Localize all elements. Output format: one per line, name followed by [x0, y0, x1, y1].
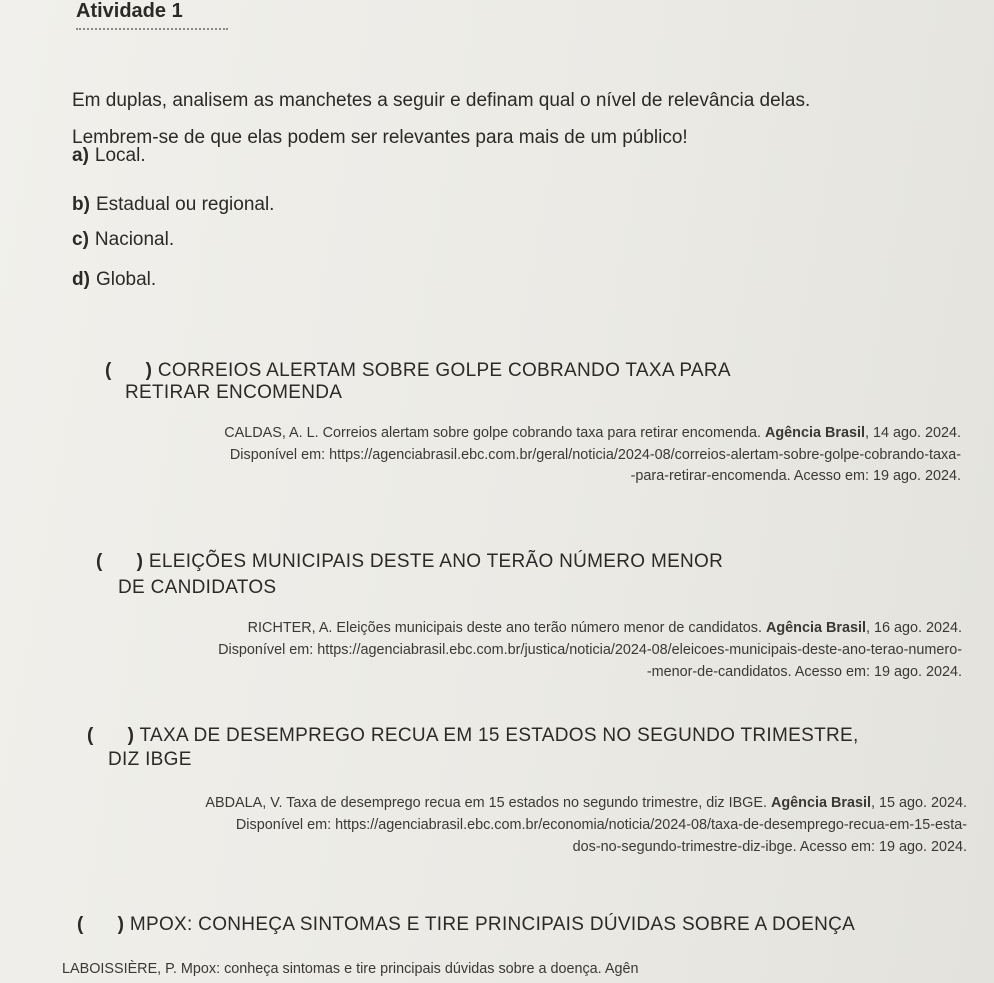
- citation-source: Agência Brasil: [764, 425, 865, 441]
- instructions-line-2: Lembrem-se de que elas podem ser relevantes para mais de um público!: [72, 127, 688, 148]
- option-letter: b): [72, 194, 90, 215]
- citation-source: Agência Brasil: [770, 795, 871, 811]
- citation-1-access: -para-retirar-encomenda. Acesso em: 19 ago. 2024.: [630, 468, 961, 484]
- answer-open-paren: (: [77, 914, 84, 935]
- headline-text: MPOX: CONHEÇA SINTOMAS E TIRE PRINCIPAIS DÚVIDAS SOBRE A DOENÇA: [129, 914, 856, 935]
- option-letter: d): [72, 269, 90, 290]
- option-text: Global.: [95, 269, 157, 290]
- answer-close-paren: ): [117, 914, 125, 935]
- citation-date: , 15 ago. 2024.: [870, 795, 967, 811]
- citation-3-access: dos-no-segundo-trimestre-diz-ibge. Acesso em: 19 ago. 2024.: [572, 839, 967, 855]
- option-letter: a): [72, 145, 89, 166]
- citation-text: CALDAS, A. L. Correios alertam sobre golpe cobrando taxa para retirar encomenda.: [224, 425, 761, 441]
- headline-2: [96, 549, 723, 574]
- option-c: [72, 229, 174, 251]
- option-text: Estadual ou regional.: [95, 194, 275, 215]
- option-d: [72, 269, 156, 291]
- answer-close-paren: ): [145, 360, 153, 381]
- citation-2-access: -menor-de-candidatos. Acesso em: 19 ago. 2024.: [646, 664, 962, 680]
- headline-text: CORREIOS ALERTAM SOBRE GOLPE COBRANDO TAXA PARA: [157, 360, 731, 381]
- citation-text: RICHTER, A. Eleições municipais deste ano terão número menor de candidatos.: [247, 620, 762, 636]
- headline-2-line-2: DE CANDIDATOS: [118, 577, 277, 598]
- answer-open-paren: (: [87, 725, 94, 746]
- citation-1-url: Disponível em: https://agenciabrasil.ebc.com.br/geral/noticia/2024-08/correios-alertam-sobre-golpe-cobrando-taxa-: [229, 447, 961, 463]
- option-letter: c): [72, 229, 89, 250]
- citation-2-url: Disponível em: https://agenciabrasil.ebc.com.br/justica/noticia/2024-08/eleicoes-municipais-deste-ano-terao-numero-: [218, 642, 962, 658]
- option-b: [72, 194, 274, 216]
- instructions-line-1: Em duplas, analisem as manchetes a seguir e definam qual o nível de relevância delas.: [72, 90, 811, 111]
- headline-4: [77, 912, 855, 937]
- headline-1-line-2: RETIRAR ENCOMENDA: [125, 382, 343, 403]
- headline-text: TAXA DE DESEMPREGO RECUA EM 15 ESTADOS NO SEGUNDO TRIMESTRE,: [139, 725, 859, 746]
- citation-date: , 16 ago. 2024.: [865, 620, 962, 636]
- activity-title: Atividade 1: [76, 0, 228, 30]
- option-a: [72, 145, 146, 167]
- citation-text: ABDALA, V. Taxa de desemprego recua em 15 estados no segundo trimestre, diz IBGE.: [205, 795, 767, 811]
- citation-1: [224, 424, 961, 443]
- option-text: Local.: [94, 145, 146, 166]
- answer-open-paren: (: [105, 360, 112, 381]
- answer-open-paren: (: [96, 551, 103, 572]
- headline-3: [87, 723, 859, 748]
- option-text: Nacional.: [94, 229, 175, 250]
- headline-3-line-2: DIZ IBGE: [108, 749, 192, 770]
- answer-close-paren: ): [127, 725, 135, 746]
- citation-2: [248, 619, 962, 638]
- citation-date: , 14 ago. 2024.: [864, 425, 961, 441]
- citation-3: [205, 794, 967, 813]
- citation-3-url: Disponível em: https://agenciabrasil.ebc.com.br/economia/noticia/2024-08/taxa-de-desemprego-recua-em-15-esta-: [235, 817, 967, 833]
- citation-source: Agência Brasil: [765, 620, 866, 636]
- citation-4: LABOISSIÈRE, P. Mpox: conheça sintomas e tire principais dúvidas sobre a doença. Agên: [62, 961, 639, 977]
- headline-text: ELEIÇÕES MUNICIPAIS DESTE ANO TERÃO NÚMERO MENOR: [148, 551, 724, 572]
- answer-close-paren: ): [136, 551, 144, 572]
